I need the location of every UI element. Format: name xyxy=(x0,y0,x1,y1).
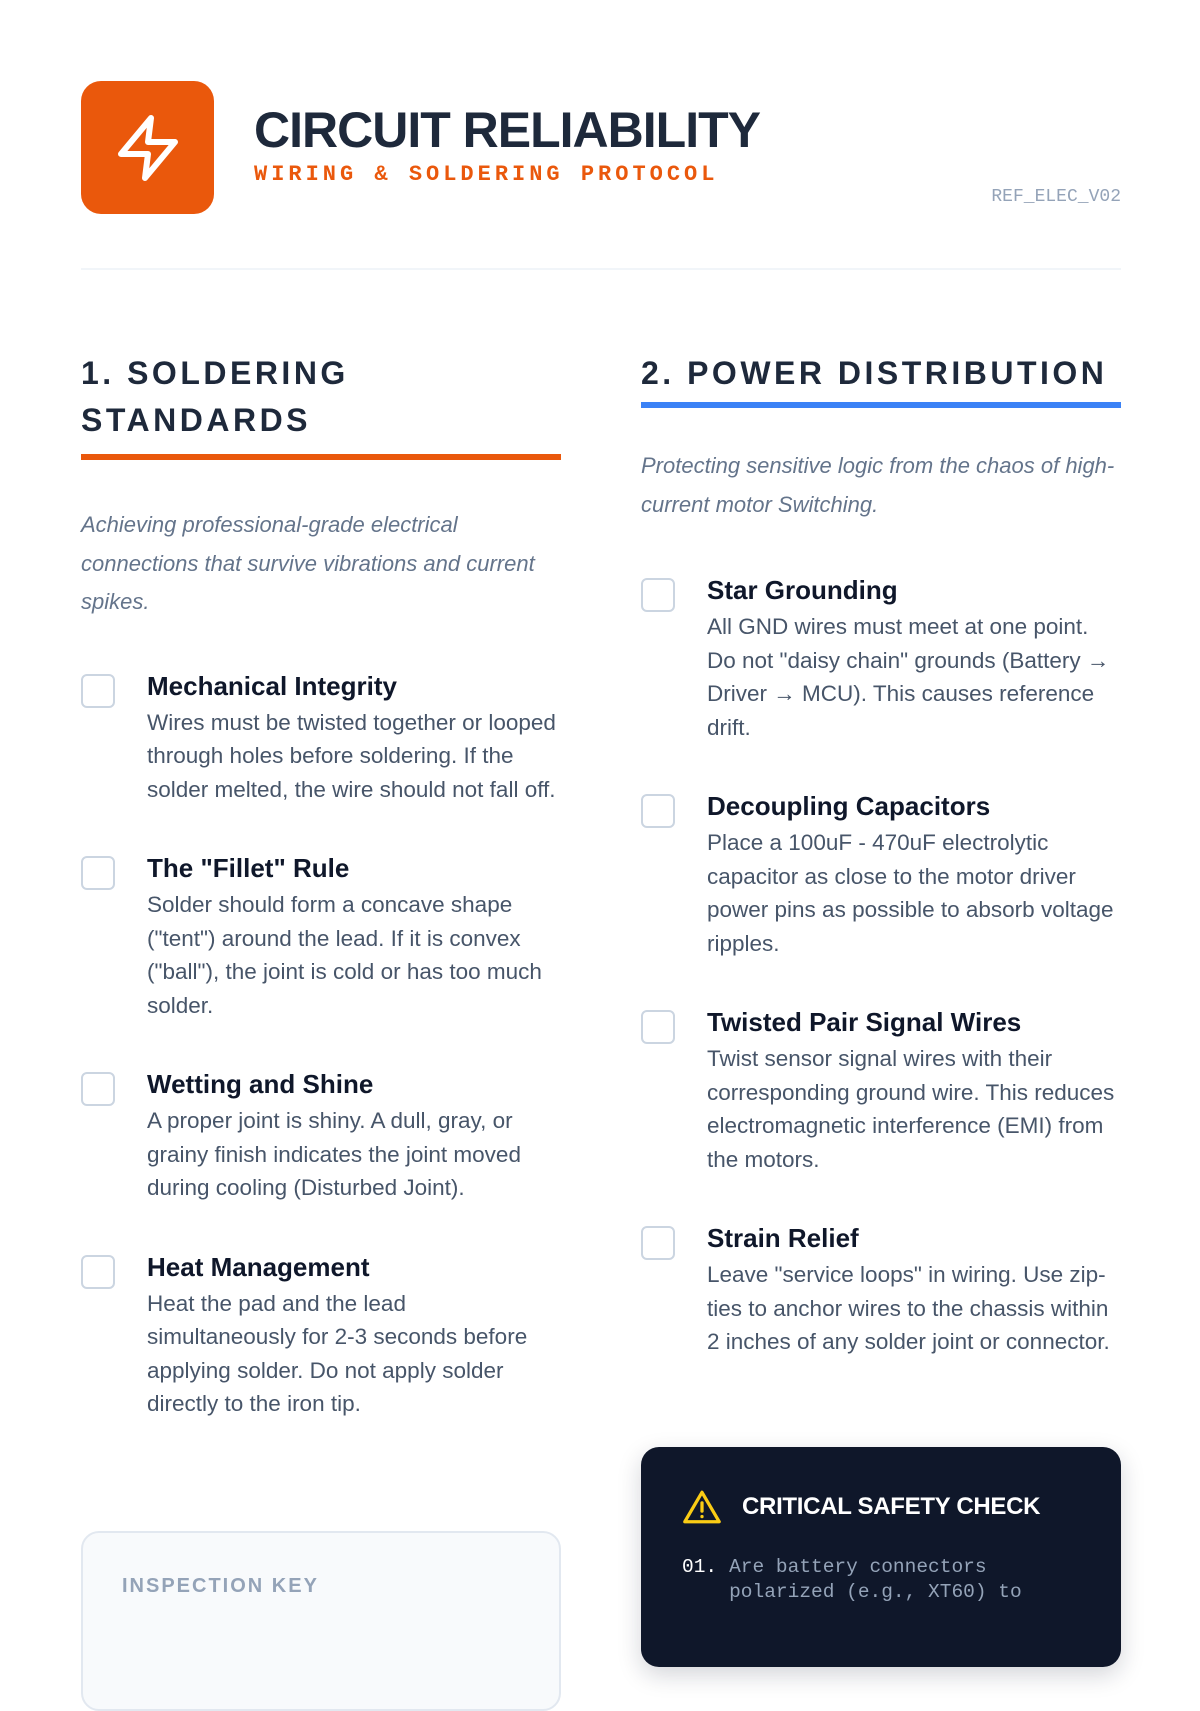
checklist-checkbox[interactable] xyxy=(81,856,115,890)
checklist-checkbox[interactable] xyxy=(641,1010,675,1044)
section-title: 2. POWER DISTRIBUTION xyxy=(641,350,1121,408)
soldering-standards-section xyxy=(81,350,561,1463)
checklist-item xyxy=(81,666,561,807)
checklist-item-body xyxy=(707,1002,1121,1176)
checklist-item-body xyxy=(147,1064,561,1205)
checklist-item-title: The "Fillet" Rule xyxy=(147,853,350,883)
safety-check-item xyxy=(682,1555,1092,1605)
page-title: CIRCUIT RELIABILITY xyxy=(254,102,760,158)
safety-card-title: CRITICAL SAFETY CHECK xyxy=(742,1493,1041,1520)
page-subtitle: WIRING & SOLDERING PROTOCOL xyxy=(254,162,719,187)
checklist-item-body xyxy=(147,848,561,1022)
checklist-item xyxy=(641,786,1121,960)
safety-check-number: 01. xyxy=(682,1556,718,1578)
checklist-item-title: Twisted Pair Signal Wires xyxy=(707,1007,1022,1037)
checklist-item-body xyxy=(707,570,1121,744)
inspection-key-card xyxy=(81,1531,561,1711)
protocol-page xyxy=(81,0,1121,1603)
checklist-checkbox[interactable] xyxy=(641,794,675,828)
checklist-item-title: Decoupling Capacitors xyxy=(707,791,991,821)
checklist xyxy=(81,666,561,1421)
section-title: 1. SOLDERING STANDARDS xyxy=(81,350,561,460)
checklist-item-body xyxy=(147,1247,561,1421)
warning-triangle-icon xyxy=(682,1489,722,1525)
checklist-item-title: Heat Management xyxy=(147,1251,370,1282)
power-distribution-section xyxy=(641,350,1121,1401)
header-divider xyxy=(81,268,1121,270)
checklist-item-body xyxy=(707,1218,1121,1359)
checklist-item-description: Wires must be twisted together or looped through holes before soldering. If the solder melted, the wire should not fall off. xyxy=(147,709,556,802)
checklist-item-body xyxy=(707,786,1121,960)
section-intro: Achieving professional-grade electrical connections that survive vibrations and current spikes. xyxy=(81,512,535,614)
checklist-item xyxy=(641,570,1121,744)
checklist-item-description: Place a 100uF - 470uF electrolytic capacitor as close to the motor driver power pins as possible to absorb voltage ripples. xyxy=(707,830,1114,956)
critical-safety-card xyxy=(641,1447,1121,1667)
checklist-checkbox[interactable] xyxy=(81,1255,115,1289)
checklist-checkbox[interactable] xyxy=(81,674,115,708)
checklist-item-body xyxy=(147,666,561,807)
checklist xyxy=(641,570,1121,1359)
lightning-bolt-icon xyxy=(112,112,184,184)
checklist-item-title: Mechanical Integrity xyxy=(147,670,397,701)
safety-card-header xyxy=(682,1489,1040,1525)
checklist-item-description: All GND wires must meet at one point. Do not "daisy chain" grounds (Battery → Driver → MCU). This causes reference drift. xyxy=(707,614,1110,740)
checklist-item-title: Strain Relief xyxy=(707,1223,859,1253)
checklist-item-description: Heat the pad and the lead simultaneously for 2-3 seconds before applying solder. Do not apply solder directly to the iron tip. xyxy=(147,1290,528,1416)
logo-badge xyxy=(81,81,214,214)
checklist-item-description: Leave "service loops" in wiring. Use zip-ties to anchor wires to the chassis within 2 inches of any solder joint or connector. xyxy=(707,1262,1110,1354)
checklist-item xyxy=(81,848,561,1022)
checklist-checkbox[interactable] xyxy=(81,1072,115,1106)
checklist-item-title: Star Grounding xyxy=(707,575,898,605)
checklist-checkbox[interactable] xyxy=(641,1226,675,1260)
checklist-checkbox[interactable] xyxy=(641,578,675,612)
reference-code: REF_ELEC_V02 xyxy=(991,187,1121,207)
checklist-item-title: Wetting and Shine xyxy=(147,1069,374,1099)
checklist-item xyxy=(81,1247,561,1421)
checklist-item xyxy=(641,1002,1121,1176)
checklist-item xyxy=(641,1218,1121,1359)
safety-check-text: Are battery connectors polarized (e.g., XT60) to xyxy=(729,1556,1022,1603)
checklist-item-description: Solder should form a concave shape ("tent") around the lead. If it is convex ("ball"), the joint is cold or has too much solder. xyxy=(147,892,542,1018)
section-intro: Protecting sensitive logic from the chaos of high-current motor Switching. xyxy=(641,453,1115,517)
inspection-key-title: INSPECTION KEY xyxy=(122,1575,319,1597)
checklist-item-description: A proper joint is shiny. A dull, gray, or grainy finish indicates the joint moved during cooling (Disturbed Joint). xyxy=(147,1108,521,1200)
checklist-item-description: Twist sensor signal wires with their corresponding ground wire. This reduces electromagnetic interference (EMI) from the motors. xyxy=(707,1046,1115,1172)
checklist-item xyxy=(81,1064,561,1205)
